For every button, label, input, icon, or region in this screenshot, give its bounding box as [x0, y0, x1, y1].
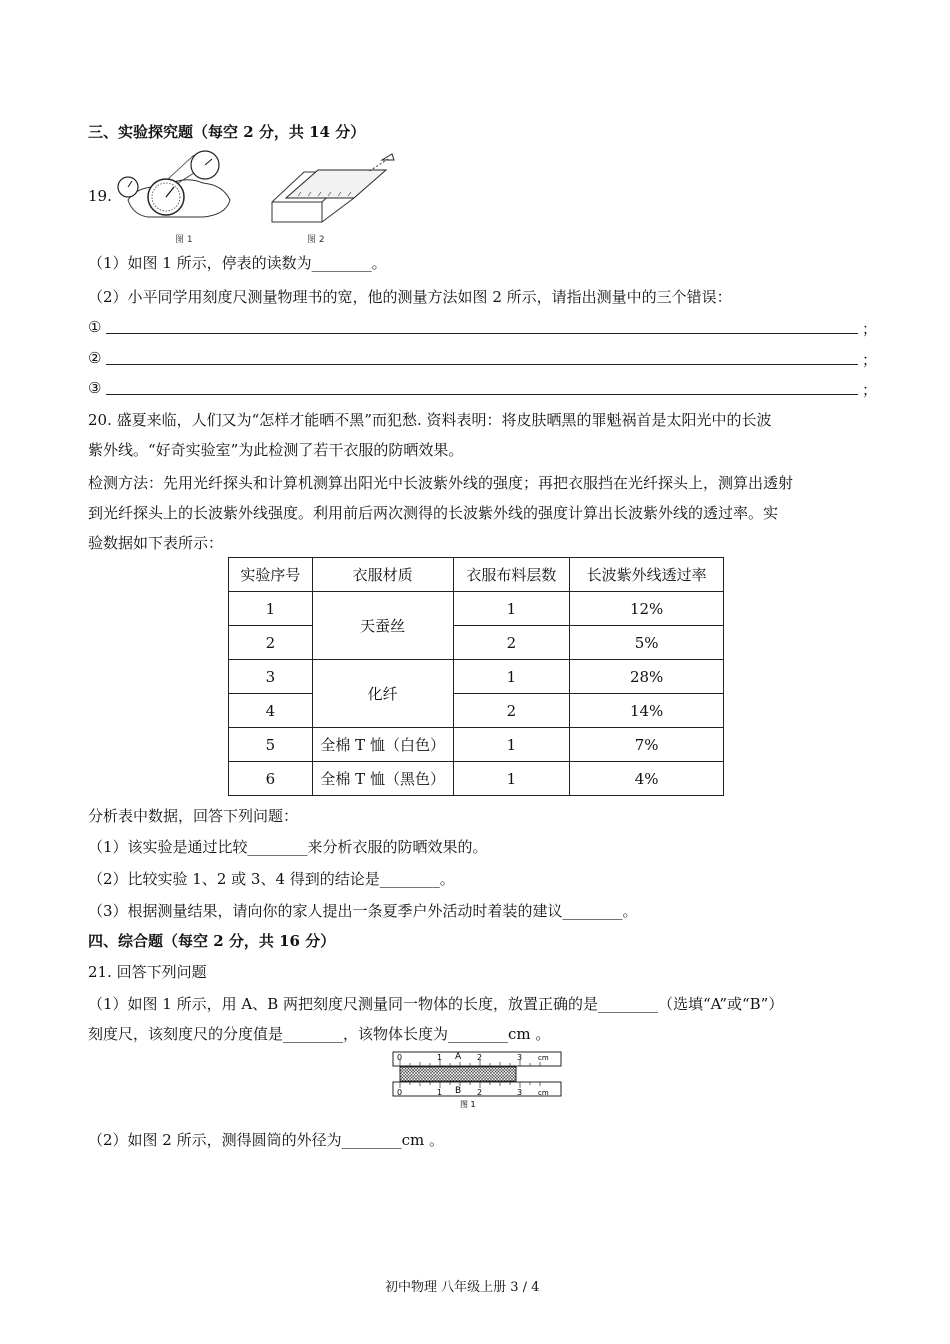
semicolon-3: ；	[862, 381, 878, 399]
table-cell: 3	[229, 660, 313, 694]
table-cell-material: 化纤	[312, 660, 453, 728]
ruler-b-tick-0: 0	[397, 1088, 403, 1097]
fig2-caption: 图 2	[307, 235, 325, 245]
table-header: 长波紫外线透过率	[570, 558, 724, 592]
ruler-a-tick-3: 3	[517, 1053, 523, 1062]
ruler-b-tick-1: 1	[437, 1088, 443, 1097]
ruler-a-tick-0: 0	[397, 1053, 403, 1062]
table-cell: 28%	[570, 660, 724, 694]
answer-marker-1: ①	[88, 318, 102, 336]
table-header-row	[229, 558, 724, 592]
table-cell: 2	[453, 626, 570, 660]
q20-after-table: 分析表中数据，回答下列问题：	[88, 807, 299, 825]
table-cell: 4	[229, 694, 313, 728]
table-cell: 12%	[570, 592, 724, 626]
table-cell-material: 天蚕丝	[312, 592, 453, 660]
ruler-book-figure	[268, 152, 398, 224]
ruler-a-unit: cm	[538, 1054, 549, 1062]
table-row	[229, 660, 724, 694]
ruler-b-label: B	[455, 1086, 462, 1096]
ruler-b-tick-2: 2	[477, 1088, 483, 1097]
semicolon-1: ；	[862, 320, 878, 338]
answer-line-2[interactable]	[106, 364, 858, 365]
q20-part2: （2）比较实验 1、2 或 3、4 得到的结论是________。	[88, 870, 455, 888]
answer-line-3[interactable]	[106, 394, 858, 395]
table-cell: 5	[229, 728, 313, 762]
table-row	[229, 728, 724, 762]
ruler-a-tick-1: 1	[437, 1053, 443, 1062]
section-4-title: 四、综合题（每空 2 分，共 16 分）	[88, 932, 336, 950]
table-cell: 全棉 T 恤（白色）	[312, 728, 453, 762]
table-cell: 14%	[570, 694, 724, 728]
q20-line-3: 检测方法：先用光纤探头和计算机测算出阳光中长波紫外线的强度；再把衣服挡在光纤探头上，测算出透射	[88, 474, 794, 492]
q20-line-2: 紫外线。“好奇实验室”为此检测了若干衣服的防晒效果。	[88, 441, 464, 459]
table-row	[229, 694, 724, 728]
answer-line-1[interactable]	[106, 333, 858, 334]
table-header: 衣服材质	[312, 558, 453, 592]
q21-line-1: 21. 回答下列问题	[88, 963, 207, 981]
ruler-b-unit: cm	[538, 1089, 549, 1097]
semicolon-2: ；	[862, 351, 878, 369]
ruler-b-tick-3: 3	[517, 1088, 523, 1097]
ruler-a-tick-2: 2	[477, 1053, 483, 1062]
table-header: 衣服布料层数	[453, 558, 570, 592]
table-header: 实验序号	[229, 558, 313, 592]
table-cell: 6	[229, 762, 313, 796]
table-cell: 1	[229, 592, 313, 626]
table-row	[229, 626, 724, 660]
table-cell: 1	[453, 660, 570, 694]
table-row	[229, 592, 724, 626]
rulers-figure-caption: 图 1	[460, 1100, 476, 1109]
ruler-a-label: A	[455, 1052, 462, 1062]
uv-data-table	[228, 557, 724, 796]
table-cell: 1	[453, 592, 570, 626]
fig1-caption: 图 1	[175, 235, 193, 245]
answer-marker-2: ②	[88, 349, 102, 367]
q20-line-4: 到光纤探头上的长波紫外线强度。利用前后两次测得的长波紫外线的强度计算出长波紫外线的透过率。实	[88, 504, 779, 522]
page-footer: 初中物理 八年级上册 3 / 4	[385, 1280, 540, 1295]
table-cell: 1	[453, 728, 570, 762]
section-3-title: 三、实验探究题（每空 2 分，共 14 分）	[88, 123, 366, 141]
table-cell: 全棉 T 恤（黑色）	[312, 762, 453, 796]
q20-line-5: 验数据如下表所示：	[88, 534, 224, 552]
q19-part1: （1）如图 1 所示，停表的读数为________。	[88, 254, 387, 272]
q21-part1-a: （1）如图 1 所示，用 A、B 两把刻度尺测量同一物体的长度，放置正确的是________（选填“A”或“B”）	[88, 995, 784, 1013]
table-cell: 7%	[570, 728, 724, 762]
table-row	[229, 762, 724, 796]
answer-marker-3: ③	[88, 379, 102, 397]
stopwatch-figure	[108, 145, 238, 225]
q21-part2: （2）如图 2 所示，测得圆筒的外径为________cm 。	[88, 1131, 445, 1149]
table-cell: 5%	[570, 626, 724, 660]
q19-part2: （2）小平同学用刻度尺测量物理书的宽，他的测量方法如图 2 所示，请指出测量中的三个错误：	[88, 288, 732, 306]
q20-part3: （3）根据测量结果，请向你的家人提出一条夏季户外活动时着装的建议________。	[88, 902, 638, 920]
table-cell: 2	[229, 626, 313, 660]
rulers-figure	[392, 1050, 564, 1110]
q20-line-1: 20. 盛夏来临，人们又为“怎样才能晒不黑”而犯愁. 资料表明：将皮肤晒黑的罪魁祸首是太阳光中的长波	[88, 411, 772, 429]
table-cell: 2	[453, 694, 570, 728]
table-cell: 1	[453, 762, 570, 796]
q19-number: 19.	[88, 187, 112, 205]
q20-part1: （1）该实验是通过比较________来分析衣服的防晒效果的。	[88, 838, 488, 856]
q21-part1-b: 刻度尺，该刻度尺的分度值是________，该物体长度为________cm 。	[88, 1025, 551, 1043]
table-cell: 4%	[570, 762, 724, 796]
